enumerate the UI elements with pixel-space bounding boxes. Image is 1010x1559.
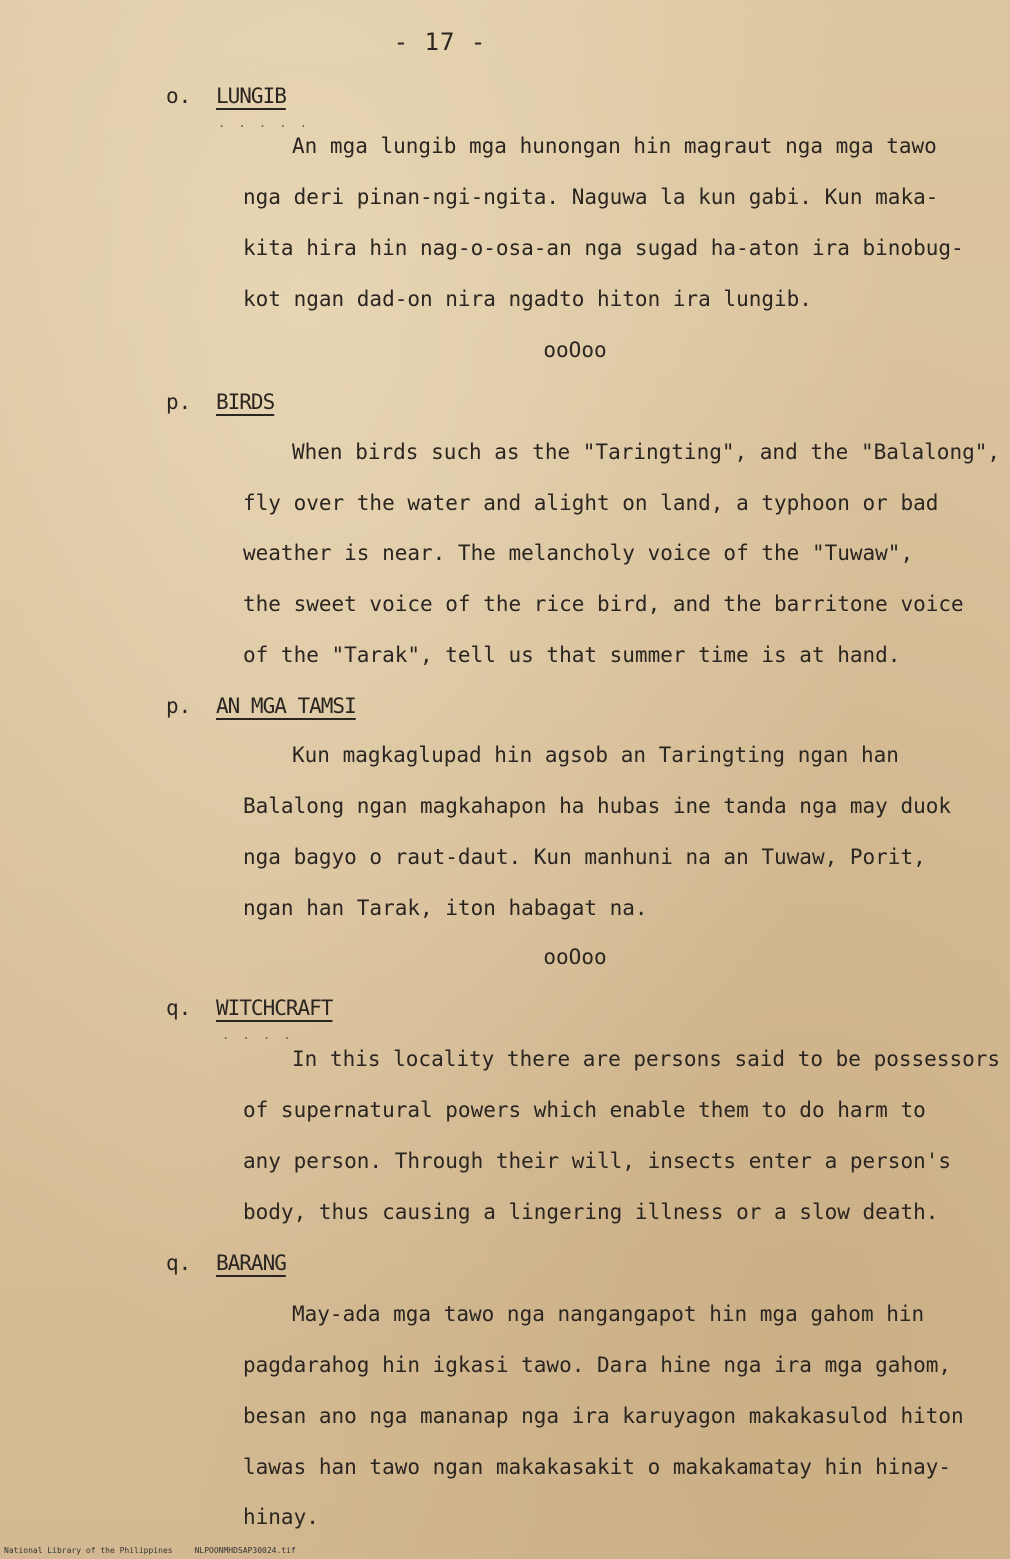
section-letter: q. (166, 1251, 192, 1275)
section-title: BARANG (216, 1251, 286, 1275)
paragraph-line: of supernatural powers which enable them to do harm to (243, 1098, 926, 1122)
paragraph-line: the sweet voice of the rice bird, and the barritone voice (243, 592, 964, 616)
paragraph-line: hinay. (243, 1505, 319, 1529)
paragraph-line: lawas han tawo ngan makakasakit o makakamatay hin hinay- (243, 1455, 952, 1479)
paragraph-line: any person. Through their will, insects enter a person's (243, 1149, 952, 1173)
paragraph-line: kita hira hin nag-o-osa-an nga sugad ha-aton ira binobug- (243, 236, 964, 260)
paragraph-line: When birds such as the "Taringting", and the "Balalong", (292, 440, 1001, 464)
section-letter: o. (166, 84, 192, 108)
section-heading-birds (166, 390, 274, 414)
decorative-dots: . . . . . (218, 116, 311, 130)
paragraph-line: May-ada mga tawo nga nangangapot hin mga gahom hin (292, 1302, 925, 1326)
scan-footer (4, 1546, 318, 1555)
section-title: LUNGIB (216, 84, 286, 108)
paragraph-line: nga deri pinan-ngi-ngita. Naguwa la kun gabi. Kun maka- (243, 185, 939, 209)
decorative-dots: . . . . (222, 1028, 294, 1042)
section-title: AN MGA TAMSI (216, 694, 356, 718)
paragraph-line: fly over the water and alight on land, a typhoon or bad (243, 491, 939, 515)
section-letter: p. (166, 390, 192, 414)
section-letter: p. (166, 694, 192, 718)
paragraph-line: In this locality there are persons said to be possessors (292, 1047, 1001, 1071)
paragraph-line: kot ngan dad-on nira ngadto hiton ira lungib. (243, 287, 812, 311)
section-title: BIRDS (216, 390, 275, 414)
section-heading-lungib (166, 84, 286, 108)
page-number: - 17 - (393, 28, 487, 56)
paragraph-line: Kun magkaglupad hin agsob an Taringting ngan han (292, 743, 899, 767)
section-title: WITCHCRAFT (216, 996, 333, 1020)
paragraph-line: ngan han Tarak, iton habagat na. (243, 896, 648, 920)
footer-filename: NLPOONMHDSAP30024.tif (194, 1546, 296, 1555)
section-heading-barang (166, 1251, 286, 1275)
footer-library: National Library of the Philippines (4, 1546, 173, 1555)
paragraph-line: pagdarahog hin igkasi tawo. Dara hine nga ira mga gahom, (243, 1353, 952, 1377)
section-divider: ooOoo (543, 338, 607, 362)
section-letter: q. (166, 996, 192, 1020)
paragraph-line: An mga lungib mga hunongan hin magraut nga mga tawo (292, 134, 937, 158)
paragraph-line: besan ano nga mananap nga ira karuyagon makakasulod hiton (243, 1404, 964, 1428)
paragraph-line: weather is near. The melancholy voice of the "Tuwaw", (243, 541, 914, 565)
section-divider: ooOoo (543, 945, 607, 969)
section-heading-an-mga-tamsi (166, 694, 356, 718)
paragraph-line: of the "Tarak", tell us that summer time is at hand. (243, 643, 901, 667)
section-heading-witchcraft (166, 996, 332, 1020)
paragraph-line: body, thus causing a lingering illness or a slow death. (243, 1200, 939, 1224)
paragraph-line: Balalong ngan magkahapon ha hubas ine tanda nga may duok (243, 794, 952, 818)
paragraph-line: nga bagyo o raut-daut. Kun manhuni na an Tuwaw, Porit, (243, 845, 926, 869)
